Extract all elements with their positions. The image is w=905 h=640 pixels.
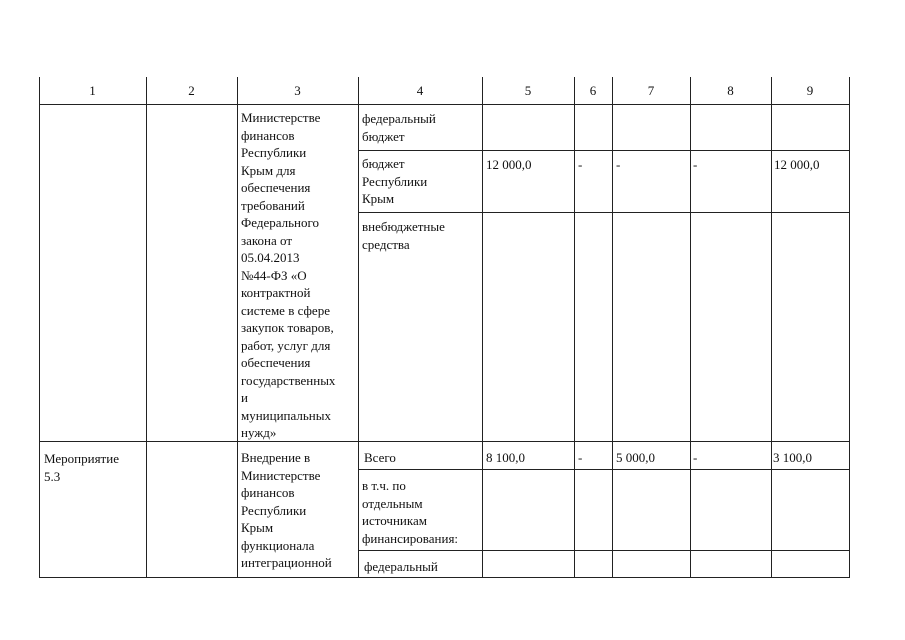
header-col-7: 7 (647, 83, 655, 98)
source-republic-budget: бюджет Республики Крым (362, 156, 428, 206)
total-col5-value: 8 100,0 (486, 450, 525, 465)
event-5-3-label: Мероприятие 5.3 (44, 451, 119, 484)
row-line-federal (358, 150, 850, 151)
event-5-3-description: Внедрение в Министерстве финансов Республики Крым функционала интеграционной (241, 450, 332, 570)
republic-col8-value: - (693, 157, 698, 172)
source-extrabudgetary: внебюджетные средства (362, 219, 445, 252)
col-divider-7-8 (690, 77, 691, 578)
header-col-9: 9 (806, 83, 814, 98)
col-divider-2-3 (237, 77, 238, 578)
col-divider-3-4 (358, 77, 359, 578)
header-col-3: 3 (294, 83, 301, 98)
header-col-4: 4 (416, 83, 424, 98)
ministry-requirement-text: Министерстве финансов Республики Крым для обеспечения требований Федерального закона от 05.04.2013 №44-ФЗ «О контрактной системе в сфере закупок товаров, работ, услуг для обеспечения государственных и муниципальных нужд» (241, 110, 336, 440)
total-col8-value: - (693, 450, 698, 465)
total-col9-value: 3 100,0 (773, 450, 812, 465)
source-total: Всего (364, 450, 396, 465)
row-line-republic (358, 212, 850, 213)
total-col7-value: 5 000,0 (616, 450, 655, 465)
header-col-5: 5 (524, 83, 532, 98)
header-col-8: 8 (727, 83, 734, 98)
republic-col5-value: 12 000,0 (486, 157, 532, 172)
republic-col9-value: 12 000,0 (774, 157, 820, 172)
table-bottom-line (39, 577, 850, 578)
source-federal-budget: федеральный бюджет (362, 111, 436, 144)
section-divider (39, 441, 850, 442)
col-divider-6-7 (612, 77, 613, 578)
header-col-1: 1 (89, 83, 96, 98)
col-divider-8-9 (771, 77, 772, 578)
total-col6-value: - (578, 450, 583, 465)
row-line-including (358, 550, 850, 551)
col-divider-5-6 (574, 77, 575, 578)
source-including-by-sources: в т.ч. по отдельным источникам финансирования: (362, 478, 459, 546)
republic-col6-value: - (578, 157, 583, 172)
table-border-right (849, 77, 850, 578)
source-federal-2: федеральный (364, 559, 438, 574)
header-col-2: 2 (188, 83, 195, 98)
header-bottom-line (39, 104, 850, 105)
republic-col7-value: - (616, 157, 621, 172)
table-border-left (39, 77, 40, 578)
col-divider-1-2 (146, 77, 147, 578)
col-divider-4-5 (482, 77, 483, 578)
header-col-6: 6 (589, 83, 597, 98)
row-line-total (358, 469, 850, 470)
